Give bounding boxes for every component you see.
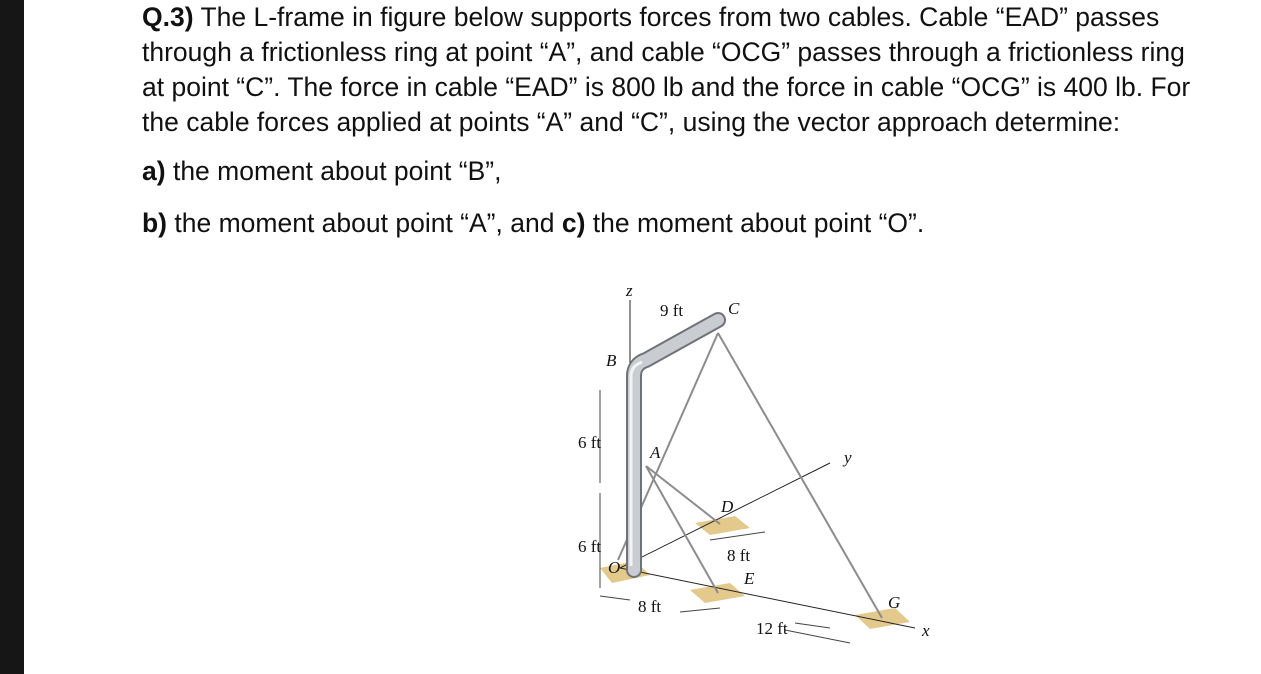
dim-label-lower-vertical: 6 ft — [578, 537, 602, 556]
label-g: G — [888, 593, 901, 612]
part-b-c — [142, 206, 1192, 241]
anchor-pad-g — [855, 608, 910, 629]
dim-line-eg-right — [785, 630, 850, 643]
l-frame-diagram — [560, 278, 950, 668]
cable-cg — [718, 333, 882, 618]
label-z: z — [626, 281, 633, 300]
dim-line-oe-right — [680, 608, 720, 612]
part-a-text: the moment about point “B”, — [172, 156, 502, 186]
part-b-text: the moment about point “A”, and — [174, 208, 555, 238]
question-number: Q.3) — [142, 2, 194, 32]
label-o: O — [608, 558, 621, 577]
part-a — [142, 154, 1192, 189]
left-dark-bar — [0, 0, 24, 674]
statement-text: The L-frame in figure below supports forces from two cables. Cable “EAD” passes through a frictionless ring at point “A”, and cable “OCG” passes through a frictionless ring at point “C”. The force in cable “EAD” is 800 lb and the force in cable “OCG” is 400 lb. For the cable forces applied at points “A” and “C”, using the vector approach determine: — [142, 2, 1191, 137]
dim-label-upper-vertical: 6 ft — [578, 433, 602, 452]
label-y: y — [844, 448, 852, 467]
dim-label-e-to-g: 12 ft — [756, 619, 788, 638]
problem-text — [142, 0, 1192, 241]
anchor-pad-d — [695, 516, 750, 535]
part-c-label: c) — [561, 208, 586, 238]
problem-statement — [142, 0, 1192, 140]
label-a: A — [650, 443, 661, 462]
l-frame-body — [634, 320, 718, 570]
label-d: D — [721, 497, 734, 516]
label-e: E — [744, 569, 755, 588]
part-b-label: b) — [142, 208, 168, 238]
dim-label-top-arm: 9 ft — [660, 301, 684, 320]
dim-label-o-to-e: 8 ft — [638, 597, 662, 616]
cable-ad — [646, 466, 720, 524]
dim-line-eg-left — [795, 623, 830, 628]
label-x: x — [922, 621, 930, 640]
label-b: B — [606, 351, 617, 370]
l-frame-figure — [560, 278, 950, 668]
part-a-label: a) — [142, 156, 166, 186]
part-c-text: the moment about point “O”. — [592, 208, 925, 238]
dim-line-oe-left — [600, 596, 630, 600]
dim-label-e-to-d: 8 ft — [727, 546, 751, 565]
label-c: C — [728, 299, 740, 318]
